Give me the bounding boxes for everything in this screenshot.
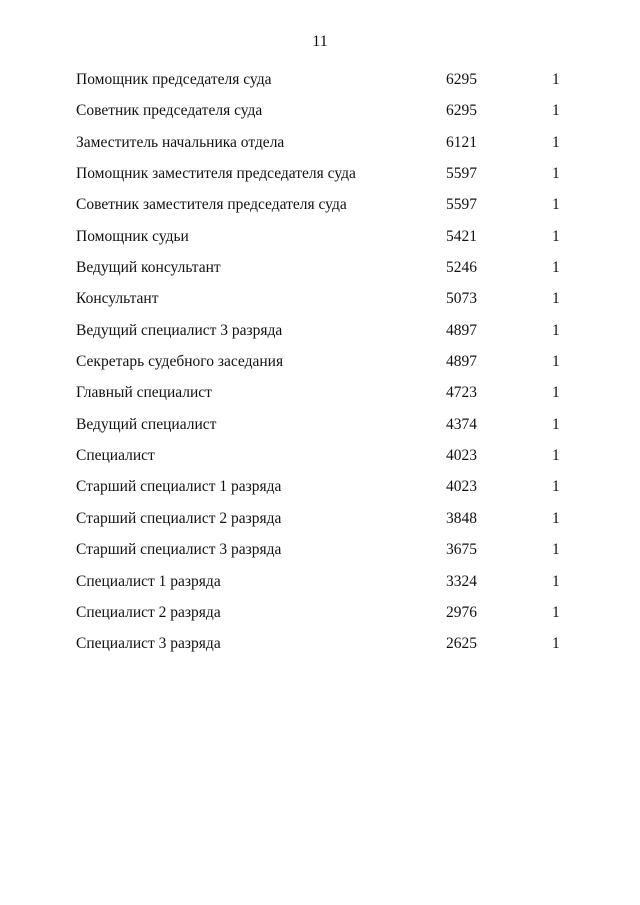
position-count: 1	[552, 290, 560, 308]
table-row	[0, 258, 640, 289]
table-row	[0, 446, 640, 477]
position-salary: 5246	[446, 259, 477, 277]
position-salary: 2976	[446, 603, 477, 621]
position-salary: 3675	[446, 541, 477, 559]
position-salary: 6295	[446, 71, 477, 88]
position-title: Специалист	[76, 447, 155, 465]
position-count: 1	[552, 478, 560, 496]
table-row	[0, 101, 640, 132]
table-row	[0, 572, 640, 603]
position-count: 1	[552, 447, 560, 465]
position-count: 1	[552, 541, 560, 559]
position-salary: 5421	[446, 227, 477, 245]
page-number: 11	[312, 33, 328, 50]
position-title: Специалист 3 разряда	[76, 635, 221, 653]
position-title: Старший специалист 1 разряда	[76, 478, 282, 496]
position-salary: 5597	[446, 196, 477, 214]
table-row	[0, 477, 640, 508]
position-title: Секретарь судебного заседания	[76, 353, 284, 371]
position-count: 1	[552, 196, 560, 214]
position-salary: 6121	[446, 133, 477, 151]
position-count: 1	[552, 71, 560, 88]
table-row	[0, 227, 640, 258]
position-title: Ведущий специалист	[76, 415, 217, 433]
position-salary: 3324	[446, 572, 477, 590]
position-salary: 6295	[446, 102, 477, 120]
position-count: 1	[552, 415, 560, 433]
position-title: Советник заместителя председателя суда	[76, 196, 347, 214]
position-title: Главный специалист	[76, 384, 212, 402]
table-row	[0, 352, 640, 383]
table-row	[0, 321, 640, 352]
position-count: 1	[552, 353, 560, 371]
position-title: Советник председателя суда	[76, 102, 263, 120]
position-count: 1	[552, 102, 560, 120]
position-title: Заместитель начальника отдела	[76, 133, 285, 151]
position-count: 1	[552, 509, 560, 527]
position-title: Ведущий специалист 3 разряда	[76, 321, 283, 339]
position-count: 1	[552, 227, 560, 245]
position-salary: 4374	[446, 415, 477, 433]
table-row	[0, 289, 640, 320]
position-title: Помощник заместителя председателя суда	[76, 165, 356, 183]
position-count: 1	[552, 321, 560, 339]
position-count: 1	[552, 259, 560, 277]
position-salary: 3848	[446, 509, 477, 527]
table-row	[0, 164, 640, 195]
position-salary: 4897	[446, 353, 477, 371]
position-salary: 4897	[446, 321, 477, 339]
position-title: Консультант	[76, 290, 159, 308]
position-title: Специалист 2 разряда	[76, 603, 221, 621]
table-row	[0, 133, 640, 164]
position-count: 1	[552, 133, 560, 151]
table-row	[0, 383, 640, 414]
position-count: 1	[552, 572, 560, 590]
position-title: Помощник судьи	[76, 227, 189, 245]
table-row	[0, 634, 640, 665]
position-count: 1	[552, 603, 560, 621]
position-count: 1	[552, 384, 560, 402]
position-title: Специалист 1 разряда	[76, 572, 221, 590]
position-salary: 5073	[446, 290, 477, 308]
position-count: 1	[552, 635, 560, 653]
position-title: Ведущий консультант	[76, 259, 221, 277]
positions-list	[0, 70, 640, 666]
position-title: Старший специалист 2 разряда	[76, 509, 282, 527]
position-title: Помощник председателя суда	[76, 71, 272, 88]
table-row	[0, 540, 640, 571]
table-row	[0, 415, 640, 446]
table-row	[0, 195, 640, 226]
position-count: 1	[552, 165, 560, 183]
table-row	[0, 70, 640, 101]
position-salary: 2625	[446, 635, 477, 653]
position-salary: 5597	[446, 165, 477, 183]
position-title: Старший специалист 3 разряда	[76, 541, 282, 559]
position-salary: 4023	[446, 447, 477, 465]
position-salary: 4023	[446, 478, 477, 496]
position-salary: 4723	[446, 384, 477, 402]
table-row	[0, 509, 640, 540]
table-row	[0, 603, 640, 634]
